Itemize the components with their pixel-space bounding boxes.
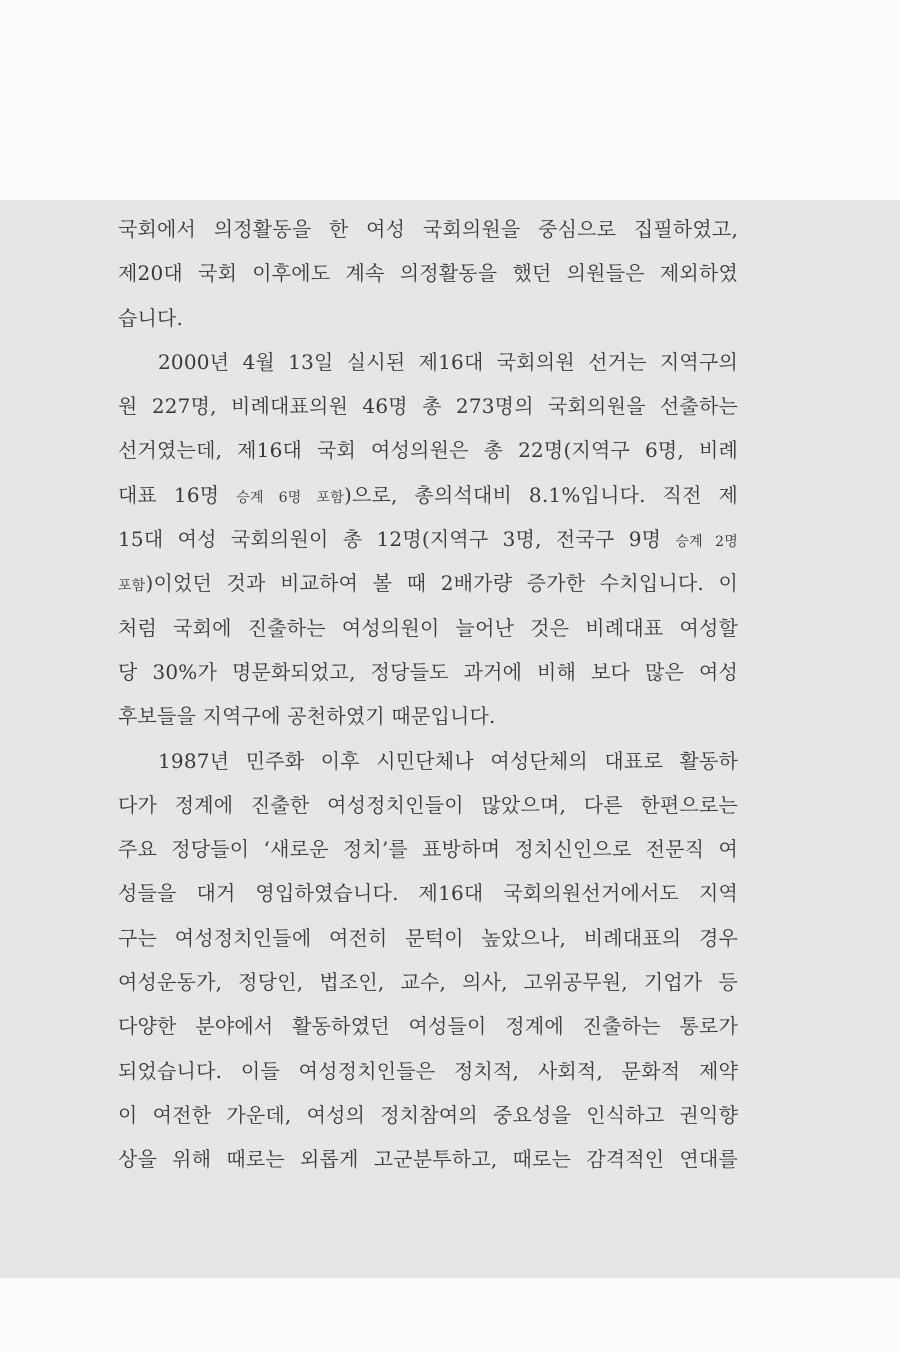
text-run: 다가 정계에 진출한 여성정치인들이 많았으며, 다른 한편으로는 bbox=[118, 792, 738, 817]
text-run: 당 30%가 명문화되었고, 정당들도 과거에 비해 보다 많은 여성 bbox=[118, 659, 738, 684]
text-line bbox=[118, 428, 738, 472]
text-run: 원 227명, 비례대표의원 46명 총 273명의 국회의원을 선출하는 bbox=[118, 394, 738, 419]
text-line bbox=[118, 384, 738, 428]
text-run: 처럼 국회에 진출하는 여성의원이 늘어난 것은 비례대표 여성할 bbox=[118, 615, 738, 640]
text-run: 다양한 분야에서 활동하였던 여성들이 정계에 진출하는 통로가 bbox=[118, 1014, 738, 1039]
text-line bbox=[118, 1049, 738, 1093]
text-run: 2000년 4월 13일 실시된 제16대 국회의원 선거는 지역구의 bbox=[158, 349, 738, 374]
small-annotation: 포함 bbox=[118, 578, 146, 595]
text-run: 후보들을 지역구에 공천하였기 때문입니다. bbox=[118, 704, 496, 729]
text-line bbox=[118, 207, 738, 251]
text-run: 1987년 민주화 이후 시민단체나 여성단체의 대표로 활동하 bbox=[158, 748, 738, 773]
text-line bbox=[118, 916, 738, 960]
text-line bbox=[118, 650, 738, 694]
small-annotation: 승계 6명 포함 bbox=[236, 489, 344, 506]
text-line bbox=[118, 606, 738, 650]
text-line bbox=[118, 340, 738, 384]
text-run: 선거였는데, 제16대 국회 여성의원은 총 22명(지역구 6명, 비례 bbox=[118, 438, 738, 463]
text-run: )으로, 총의석대비 8.1%입니다. 직전 제 bbox=[343, 482, 739, 507]
text-line bbox=[118, 473, 738, 517]
text-run: 대표 16명 bbox=[118, 482, 237, 507]
text-run: 습니다. bbox=[118, 305, 184, 330]
text-line bbox=[118, 251, 738, 295]
small-annotation: 승계 2명 bbox=[675, 534, 738, 551]
text-run: )이었던 것과 비교하여 볼 때 2배가량 증가한 수치입니다. 이 bbox=[145, 571, 738, 596]
text-run: 15대 여성 국회의원이 총 12명(지역구 3명, 전국구 9명 bbox=[118, 527, 676, 552]
text-run: 국회에서 의정활동을 한 여성 국회의원을 중심으로 집필하였고, bbox=[118, 217, 738, 241]
text-line bbox=[118, 871, 738, 915]
text-run: 상을 위해 때로는 외롭게 고군분투하고, 때로는 감격적인 연대를 bbox=[118, 1147, 738, 1172]
text-run: 주요 정당들이 ‘새로운 정치’를 표방하며 정치신인으로 전문직 여 bbox=[118, 837, 738, 862]
page-top-margin bbox=[0, 0, 900, 200]
text-line bbox=[118, 296, 738, 340]
text-line bbox=[118, 1004, 738, 1048]
text-line bbox=[118, 561, 738, 605]
text-line bbox=[118, 517, 738, 561]
text-run: 여성운동가, 정당인, 법조인, 교수, 의사, 고위공무원, 기업가 등 bbox=[118, 970, 738, 995]
text-line bbox=[118, 1093, 738, 1137]
text-line bbox=[118, 1137, 738, 1181]
text-line bbox=[118, 694, 738, 738]
text-line bbox=[118, 739, 738, 783]
body-text bbox=[118, 207, 738, 1182]
page-bottom-margin bbox=[0, 1278, 900, 1352]
text-run: 이 여전한 가운데, 여성의 정치참여의 중요성을 인식하고 권익향 bbox=[118, 1102, 738, 1127]
text-run: 성들을 대거 영입하였습니다. 제16대 국회의원선거에서도 지역 bbox=[118, 881, 738, 906]
text-run: 되었습니다. 이들 여성정치인들은 정치적, 사회적, 문화적 제약 bbox=[118, 1058, 738, 1083]
text-run: 구는 여성정치인들에 여전히 문턱이 높았으나, 비례대표의 경우 bbox=[118, 925, 738, 950]
text-line bbox=[118, 960, 738, 1004]
text-run: 제20대 국회 이후에도 계속 의정활동을 했던 의원들은 제외하였 bbox=[118, 261, 738, 286]
text-line bbox=[118, 827, 738, 871]
text-line bbox=[118, 783, 738, 827]
